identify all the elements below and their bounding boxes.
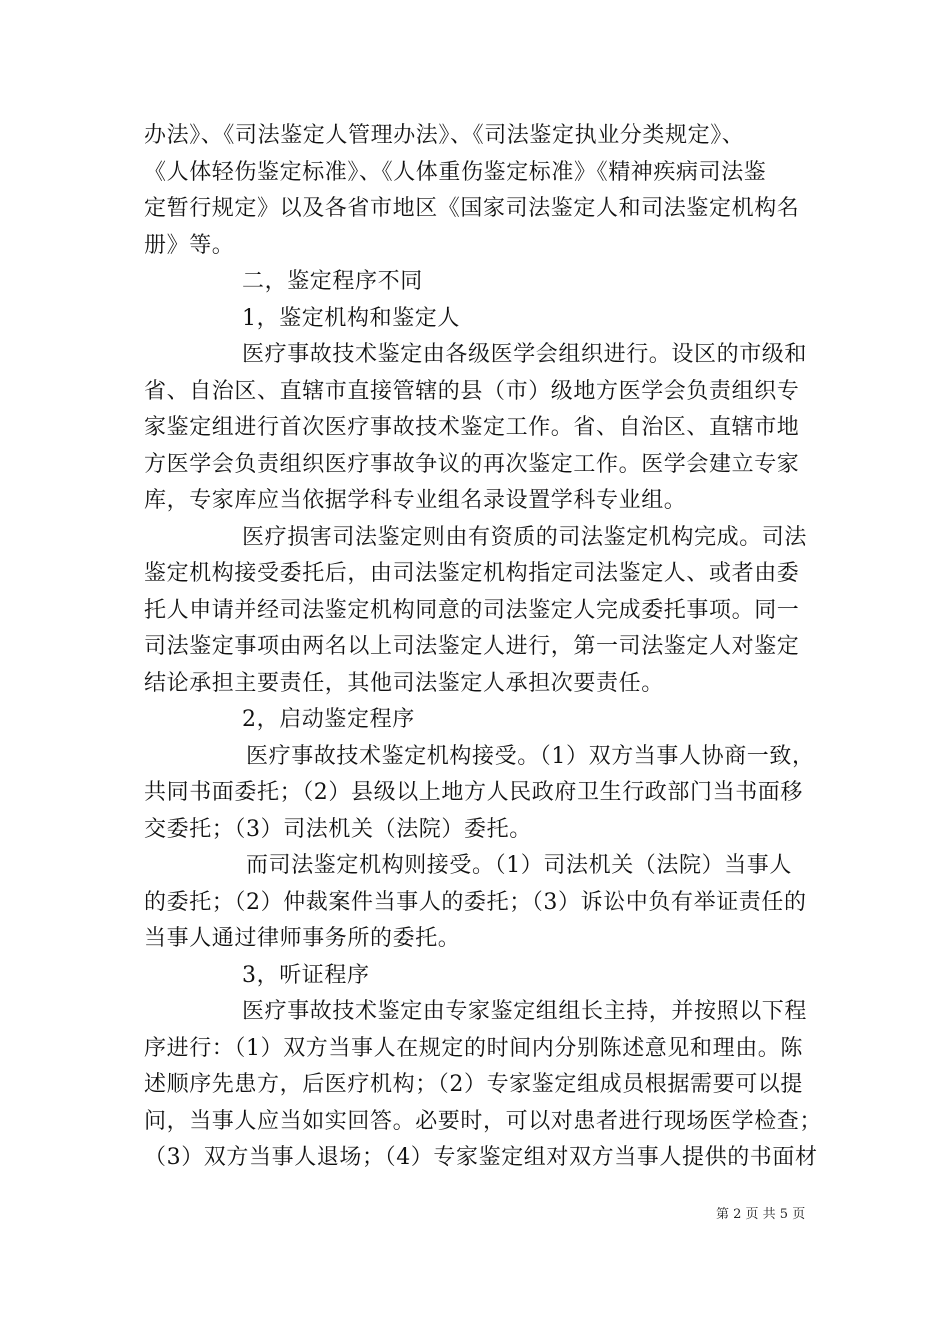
text-line: 序进行：（1）双方当事人在规定的时间内分别陈述意见和理由。陈	[144, 1035, 803, 1061]
text-line: 交委托；（3）司法机关（法院）委托。	[144, 816, 532, 842]
text-line: 医疗事故技术鉴定由专家鉴定组组长主持，并按照以下程	[242, 999, 808, 1024]
text-line: 司法鉴定事项由两名以上司法鉴定人进行，第一司法鉴定人对鉴定	[144, 634, 800, 659]
text-line: 册》等。	[144, 232, 235, 258]
text-line: 托人申请并经司法鉴定机构同意的司法鉴定人完成委托事项。同一	[144, 597, 800, 623]
subsection-heading: 2，启动鉴定程序	[242, 707, 415, 732]
text-line: 方医学会负责组织医疗事故争议的再次鉴定工作。医学会建立专家	[144, 451, 800, 477]
subsection-heading: 3，听证程序	[242, 962, 370, 988]
document-body	[144, 118, 823, 1177]
page-number: 第 2 页 共 5 页	[716, 1207, 806, 1222]
section-heading: 二，鉴定程序不同	[242, 269, 423, 294]
text-line: 定暂行规定》以及各省市地区《国家司法鉴定人和司法鉴定机构名	[144, 196, 800, 221]
text-line: 述顺序先患方，后医疗机构；（2）专家鉴定组成员根据需要可以提	[144, 1072, 803, 1097]
text-line: 医疗事故技术鉴定机构接受。（1）双方当事人协商一致，	[246, 743, 815, 769]
subsection-heading: 1，鉴定机构和鉴定人	[242, 305, 460, 331]
text-line: 办法》、《司法鉴定人管理办法》、《司法鉴定执业分类规定》、	[144, 123, 745, 148]
text-line: 问，当事人应当如实回答。必要时，可以对患者进行现场医学检查；	[144, 1108, 823, 1134]
text-line: 医疗事故技术鉴定由各级医学会组织进行。设区的市级和	[242, 342, 808, 367]
text-line: （3）双方当事人退场；（4）专家鉴定组对双方当事人提供的书面材	[144, 1145, 818, 1170]
text-line: 共同书面委托；（2）县级以上地方人民政府卫生行政部门当书面移	[144, 780, 803, 805]
text-line: 鉴定机构接受委托后，由司法鉴定机构指定司法鉴定人、或者由委	[144, 561, 800, 586]
text-line: 医疗损害司法鉴定则由有资质的司法鉴定机构完成。司法	[242, 524, 808, 550]
text-line: 《人体轻伤鉴定标准》、《人体重伤鉴定标准》《精神疾病司法鉴	[144, 159, 767, 185]
text-line: 库，专家库应当依据学科专业组名录设置学科专业组。	[144, 488, 687, 513]
text-line: 省、自治区、直辖市直接管辖的县（市）级地方医学会负责组织专	[144, 378, 800, 404]
text-line: 当事人通过律师事务所的委托。	[144, 926, 461, 951]
text-line: 家鉴定组进行首次医疗事故技术鉴定工作。省、自治区、直辖市地	[144, 415, 800, 440]
text-line: 的委托；（2）仲裁案件当事人的委托；（3）诉讼中负有举证责任的	[144, 889, 807, 915]
text-line: 而司法鉴定机构则接受。（1）司法机关（法院）当事人	[246, 853, 792, 878]
text-line: 结论承担主要责任，其他司法鉴定人承担次要责任。	[144, 670, 664, 696]
